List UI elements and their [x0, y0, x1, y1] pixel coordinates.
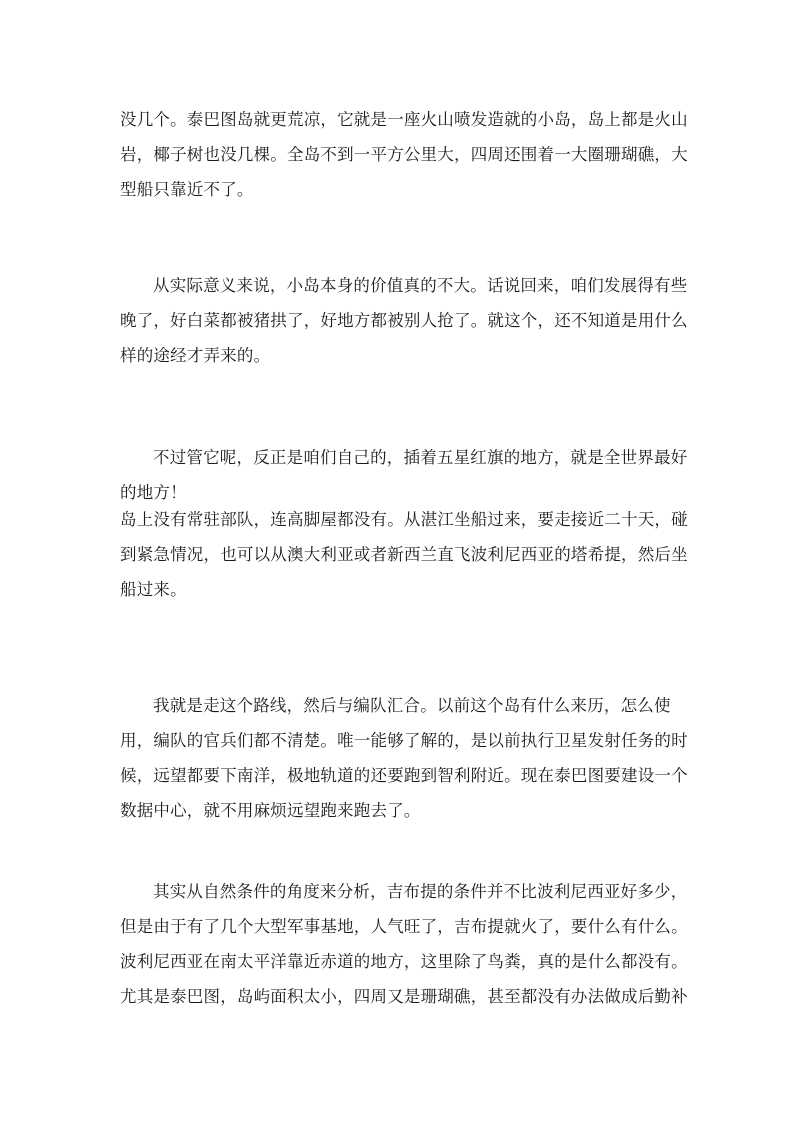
paragraph-2 [120, 268, 688, 373]
paragraph-4 [120, 688, 688, 828]
paragraph-line: 从实际意义来说，小岛本身的价值真的不大。话说回来，咱们发展得有些 [153, 276, 688, 295]
paragraph-1 [120, 102, 688, 207]
paragraph-line: 晚了，好白菜都被猪拱了，好地方都被别人抢了。就这个，还不知道是用什么 [120, 311, 688, 330]
paragraph-line: 岩，椰子树也没几棵。全岛不到一平方公里大，四周还围着一大圈珊瑚礁，大 [120, 145, 688, 164]
paragraph-line: 其实从自然条件的角度来分析，吉布提的条件并不比波利尼西亚好多少， [153, 882, 688, 901]
paragraph-line: 用，编队的官兵们都不清楚。唯一能够了解的，是以前执行卫星发射任务的时 [120, 731, 688, 750]
paragraph-3 [120, 440, 688, 607]
paragraph-line: 波利尼西亚在南太平洋靠近赤道的地方，这里除了鸟粪，真的是什么都没有。 [120, 952, 688, 971]
paragraph-line: 到紧急情况，也可以从澳大利亚或者新西兰直飞波利尼西亚的塔希提，然后坐 [120, 545, 688, 564]
paragraph-line: 我就是走这个路线，然后与编队汇合。以前这个岛有什么来历，怎么使 [153, 696, 671, 715]
paragraph-line: 尤其是泰巴图，岛屿面积太小，四周又是珊瑚礁，甚至都没有办法做成后勤补 [120, 987, 688, 1006]
paragraph-line: 数据中心，就不用麻烦远望跑来跑去了。 [120, 801, 421, 820]
paragraph-line: 候，远望都要下南洋，极地轨道的还要跑到智利附近。现在泰巴图要建设一个 [120, 766, 688, 785]
paragraph-line: 但是由于有了几个大型军事基地，人气旺了，吉布提就火了，要什么有什么。 [120, 917, 688, 936]
paragraph-line: 岛上没有常驻部队，连高脚屋都没有。从湛江坐船过来，要走接近二十天，碰 [120, 510, 688, 529]
paragraph-line: 的地方！ [120, 483, 187, 502]
paragraph-5 [120, 874, 688, 1014]
paragraph-line: 船过来。 [120, 580, 187, 599]
paragraph-line: 没几个。泰巴图岛就更荒凉，它就是一座火山喷发造就的小岛，岛上都是火山 [120, 110, 688, 129]
paragraph-line: 型船只靠近不了。 [120, 180, 254, 199]
paragraph-line: 样的途经才弄来的。 [120, 346, 271, 365]
paragraph-line: 不过管它呢，反正是咱们自己的，插着五星红旗的地方，就是全世界最好 [153, 448, 688, 467]
